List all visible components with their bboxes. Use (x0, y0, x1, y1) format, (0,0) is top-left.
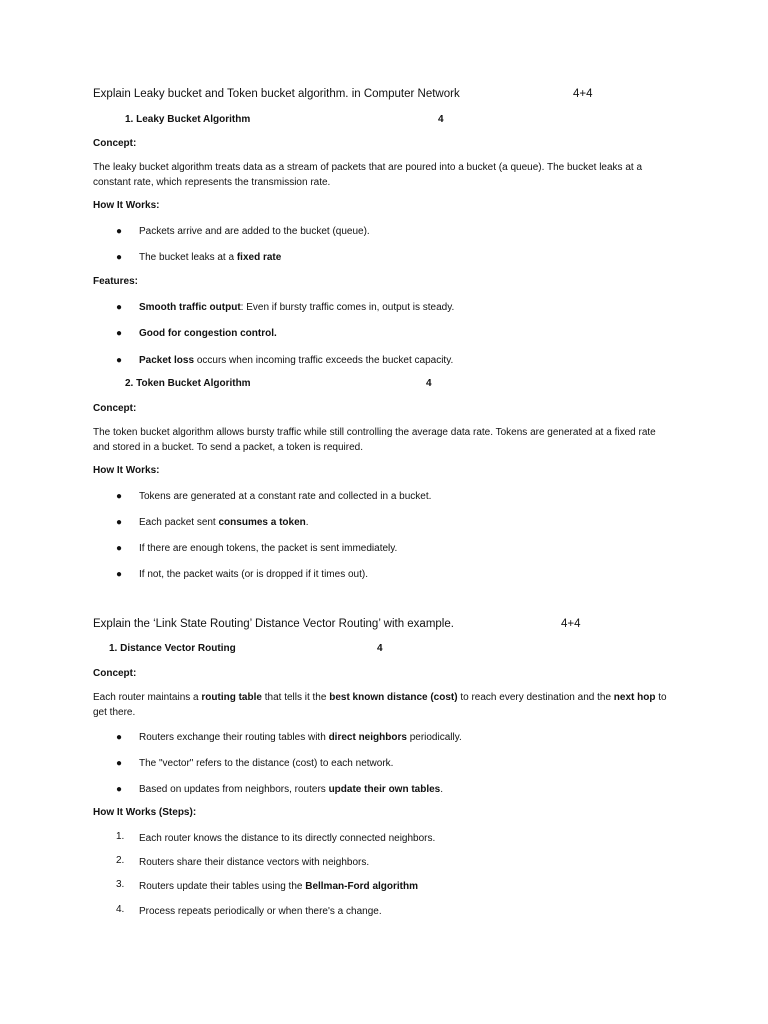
dvr-step-1: Each router knows the distance to its directly connected neighbors. (139, 833, 436, 844)
leaky-concept-label: Concept: (93, 138, 137, 149)
step-number: 1. (116, 831, 125, 842)
leaky-feature-3: Packet loss occurs when incoming traffic exceeds the bucket capacity. (139, 355, 454, 366)
bullet-icon: ● (116, 328, 123, 339)
question-2-title: Explain the ‘Link State Routing’ Distance Vector Routing’ with example. (93, 618, 454, 630)
token-how-item-1: Tokens are generated at a constant rate and collected in a bucket. (139, 491, 432, 502)
question-1-title: Explain Leaky bucket and Token bucket algorithm. in Computer Network (93, 88, 460, 100)
token-bucket-heading: 2. Token Bucket Algorithm (125, 378, 251, 389)
bullet-icon: ● (116, 491, 123, 502)
dvr-step-2: Routers share their distance vectors with neighbors. (139, 857, 370, 868)
dvr-step-4: Process repeats periodically or when there's a change. (139, 906, 382, 917)
dvr-bullet-3: Based on updates from neighbors, routers update their own tables. (139, 784, 444, 795)
bullet-icon: ● (116, 732, 123, 743)
token-concept-label: Concept: (93, 403, 137, 414)
dvr-steps-label: How It Works (Steps): (93, 807, 197, 818)
dvr-concept-label: Concept: (93, 668, 137, 679)
token-concept-text: The token bucket algorithm allows bursty traffic while still controlling the average data rate. Tokens are generated at a fixed rate and stored in a bucket. To send a packet, a token is required. (93, 427, 656, 453)
bullet-icon: ● (116, 226, 123, 237)
question-1-marks: 4+4 (573, 88, 593, 100)
token-how-label: How It Works: (93, 465, 160, 476)
leaky-features-label: Features: (93, 276, 139, 287)
leaky-bucket-marks: 4 (438, 114, 444, 125)
bullet-icon: ● (116, 758, 123, 769)
token-how-item-2: Each packet sent consumes a token. (139, 517, 309, 528)
dvr-step-3: Routers update their tables using the Bellman-Ford algorithm (139, 881, 419, 892)
leaky-feature-2: Good for congestion control. (139, 328, 277, 339)
step-number: 4. (116, 904, 125, 915)
bullet-icon: ● (116, 569, 123, 580)
bullet-icon: ● (116, 302, 123, 313)
dvr-concept-text: Each router maintains a routing table that tells it the best known distance (cost) to reach every destination and the next hop to get there. (93, 692, 667, 718)
bullet-icon: ● (116, 543, 123, 554)
leaky-concept-text: The leaky bucket algorithm treats data as a stream of packets that are poured into a bucket (a queue). The bucket leaks at a constant rate, which represents the transmission rate. (93, 162, 643, 188)
bullet-icon: ● (116, 517, 123, 528)
question-2-marks: 4+4 (561, 618, 581, 630)
dvr-marks: 4 (377, 643, 383, 654)
leaky-bucket-heading: 1. Leaky Bucket Algorithm (125, 114, 251, 125)
leaky-how-item-2: The bucket leaks at a fixed rate (139, 252, 282, 263)
bullet-icon: ● (116, 252, 123, 263)
dvr-bullet-2: The "vector" refers to the distance (cost) to each network. (139, 758, 394, 769)
dvr-bullet-1: Routers exchange their routing tables with direct neighbors periodically. (139, 732, 462, 743)
step-number: 3. (116, 879, 125, 890)
bullet-icon: ● (116, 784, 123, 795)
token-how-item-3: If there are enough tokens, the packet is sent immediately. (139, 543, 398, 554)
leaky-how-item-1: Packets arrive and are added to the bucket (queue). (139, 226, 370, 237)
token-how-item-4: If not, the packet waits (or is dropped if it times out). (139, 569, 368, 580)
leaky-how-label: How It Works: (93, 200, 160, 211)
step-number: 2. (116, 855, 125, 866)
leaky-feature-1: Smooth traffic output: Even if bursty traffic comes in, output is steady. (139, 302, 455, 313)
dvr-heading: 1. Distance Vector Routing (109, 643, 236, 654)
bullet-icon: ● (116, 355, 123, 366)
token-bucket-marks: 4 (426, 378, 432, 389)
